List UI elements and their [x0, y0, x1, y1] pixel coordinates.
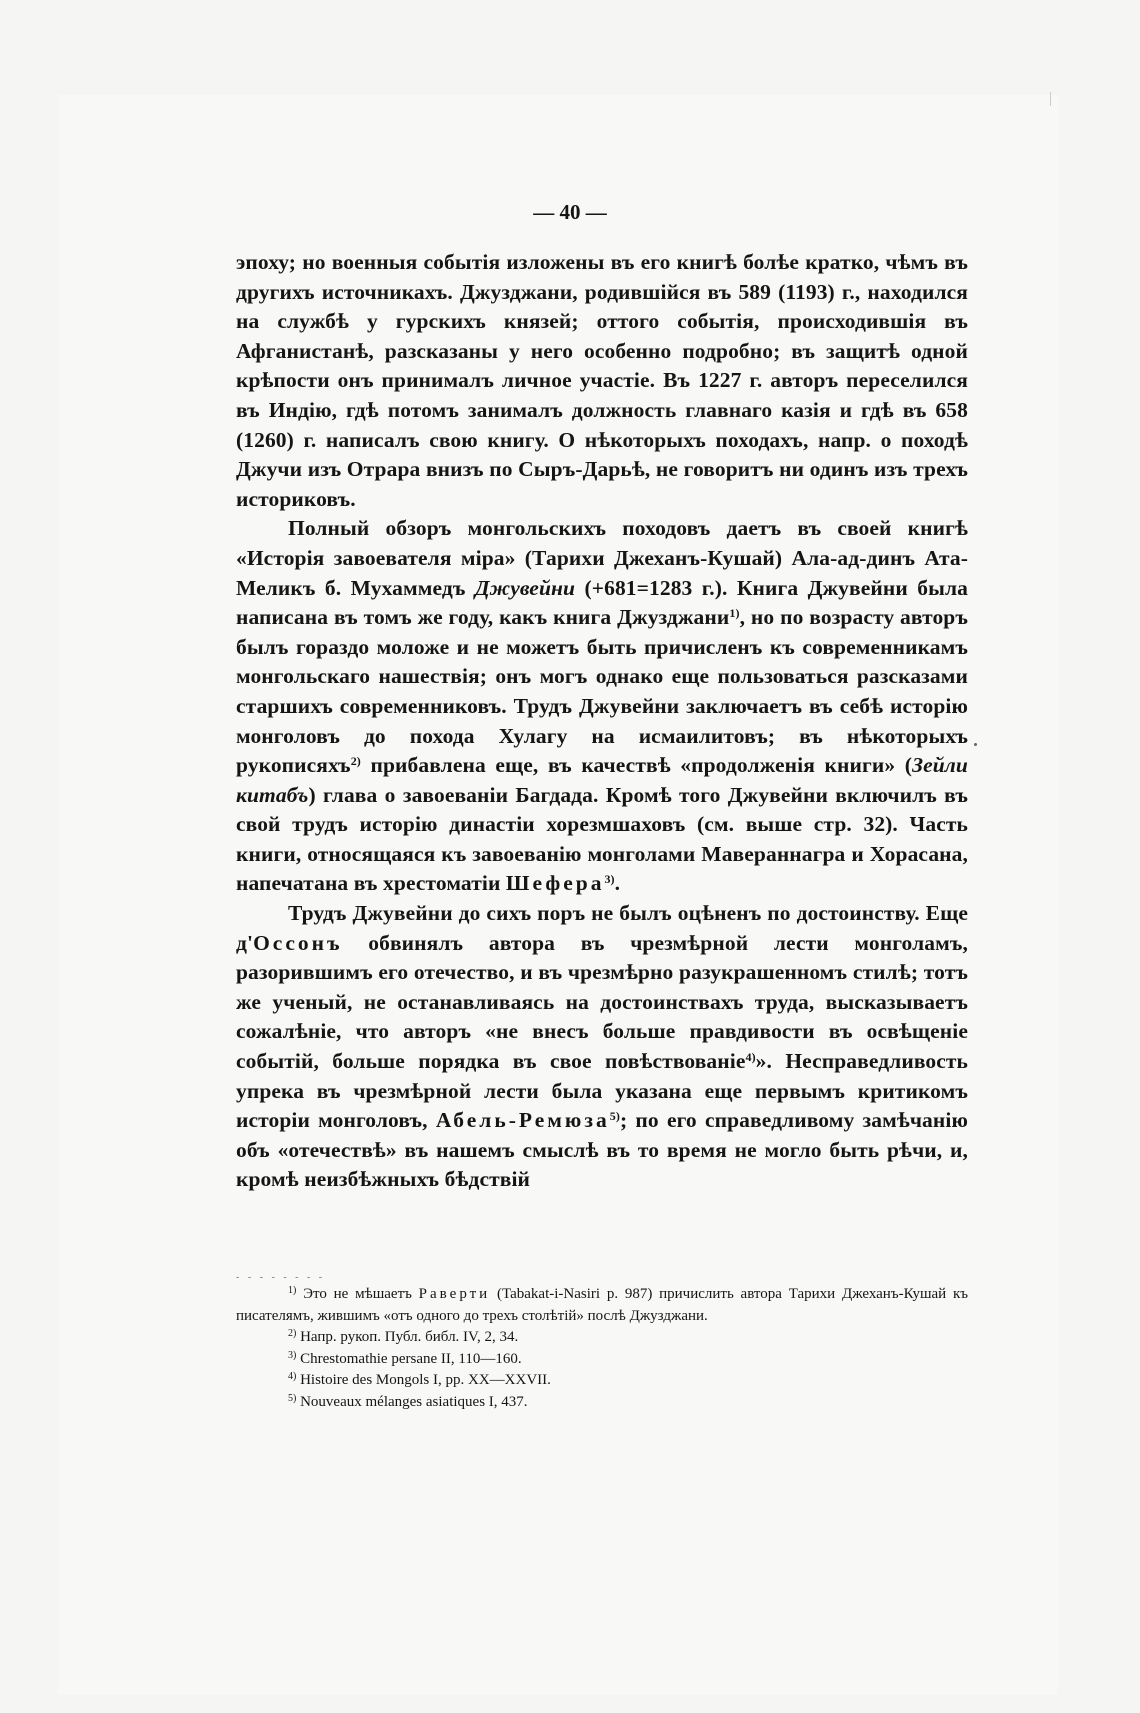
footnote-ref-1: 1) — [729, 606, 740, 621]
footnote-2-mark: 2) — [288, 1328, 297, 1339]
footnote-3-mark: 3) — [288, 1349, 297, 1361]
p3-text-2: обвинялъ автора въ чрезмѣрной лести монголамъ, разорившимъ его отечество, и въ чрезмѣрно разукрашенномъ стилѣ; тотъ же ученый, не останавливаясь на достоинствахъ труда, высказываетъ сожалѣніе, что авторъ «не внесъ больше правдивости въ освѣщеніе событій, больше порядка въ свое повѣствованіе — [236, 930, 968, 1074]
p2-text-1: Полный обзоръ монгольскихъ походовъ даетъ въ своей книгѣ «Исторія завоевателя міра» (Тарихи Джеханъ-Кушай) Ала-ад-динъ Ата-Меликъ б. Мухаммедъ — [236, 516, 968, 600]
p2-text-6: . — [614, 871, 621, 896]
footnote-4-mark: 4) — [288, 1371, 297, 1382]
paragraph-2 — [236, 514, 968, 899]
footnote-ref-3: 3) — [604, 872, 615, 887]
footnote-4 — [236, 1370, 968, 1392]
name-raverty: Раверти — [418, 1286, 491, 1302]
footnote-5 — [236, 1392, 968, 1414]
p2-text-4: прибавлена еще, въ качествѣ «продолженія книги» ( — [360, 753, 913, 778]
scan-edge-mark — [1050, 92, 1051, 106]
footnote-1-text-a: Это не мѣшаетъ — [296, 1286, 419, 1302]
name-schefer: Шефера — [505, 871, 605, 896]
footnote-1-mark: 1) — [288, 1285, 297, 1296]
footnote-5-text: Nouveaux mélanges asiatiques I, 437. — [296, 1393, 528, 1410]
footnotes — [236, 1284, 968, 1413]
paragraph-1: эпоху; но военныя событія изложены въ его книгѣ болѣе кратко, чѣмъ въ другихъ источникахъ. Джузджани, родившійся въ 589 (1193) г., находился на службѣ у гурскихъ князей; оттого событія, происходившія въ Афганистанѣ, разсказаны у него особенно подробно; въ защитѣ одной крѣпости онъ принималъ личное участіе. Въ 1227 г. авторъ переселился въ Индію, гдѣ потомъ занималъ должность главнаго казія и гдѣ въ 658 (1260) г. написалъ свою книгу. О нѣкоторыхъ походахъ, напр. о походѣ Джучи изъ Отрара внизъ по Сыръ-Дарьѣ, не говоритъ ни одинъ изъ трехъ историковъ. — [236, 250, 968, 511]
name-abel-remusat: Абель-Ремюза — [435, 1108, 610, 1133]
footnote-2 — [236, 1327, 968, 1349]
zeili-kitab-title: Зейли китабъ — [236, 753, 968, 807]
p2-text-5: ) глава о завоеваніи Багдада. Кромѣ того Джувейни включилъ въ свой трудъ исторію династіи хорезмшаховъ (см. выше стр. 32). Часть книги, относящаяся къ завоеванію монголами Мавераннагра и Хорасана, напечатана въ хрестоматіи — [236, 782, 968, 896]
footnote-2-text: Напр. рукоп. Публ. библ. IV, 2, 34. — [296, 1329, 519, 1345]
cut-off-line-fragment: - - - - - - - - — [236, 1272, 326, 1283]
footnote-4-text: Histoire des Mongols I, pp. XX—XXVII. — [296, 1372, 551, 1388]
p3-text-1: Трудъ Джувейни до сихъ поръ не былъ оцѣненъ по достоинству. Еще д' — [236, 901, 968, 955]
p2-text-3: , но по возрасту авторъ былъ гораздо моложе и не можетъ быть причисленъ къ современникамъ монгольскаго нашествія; онъ могъ однако еще пользоваться разсказами старшихъ современниковъ. Трудъ Джувейни заключаетъ въ себѣ исторію монголовъ до похода Хулагу на исмаилитовъ; въ нѣкоторыхъ рукописяхъ — [236, 605, 968, 778]
author-name-juvaini: Джувейни — [474, 575, 576, 600]
p3-text-4: ; по его справедливому замѣчанію объ «отечествѣ» въ нашемъ смыслѣ въ то время не могло быть рѣчи, и, кромѣ неизбѣжныхъ бѣдствій — [236, 1108, 969, 1192]
footnote-3-text: Chrestomathie persane II, 110—160. — [296, 1350, 522, 1367]
paragraph-3 — [236, 899, 968, 1195]
p2-text-2: (+681=1283 г.). Книга Джувейни была написана въ томъ же году, какъ книга Джузджани — [236, 575, 968, 630]
page-number-header: — 40 — — [533, 200, 607, 224]
footnote-ref-4: 4) — [745, 1050, 756, 1065]
footnote-5-mark: 5) — [288, 1392, 297, 1404]
scan-speck — [974, 743, 977, 746]
footnote-ref-2: 2) — [350, 754, 361, 769]
name-dohsson: Оссонъ — [253, 930, 343, 955]
main-text — [236, 248, 968, 1195]
p3-text-3: ». Несправедливость упрека въ чрезмѣрной лести была указана еще первымъ критикомъ исторіи монголовъ, — [236, 1049, 969, 1133]
footnote-1-text-b: (Tabakat-i-Nasiri p. 987) причислить автора Тарихи Джеханъ-Кушай къ писателямъ, жившимъ «отъ одного до трехъ столѣтій» послѣ Джузджани. — [236, 1286, 968, 1324]
footnote-ref-5: 5) — [609, 1109, 620, 1124]
footnote-3 — [236, 1349, 968, 1371]
footnote-1 — [236, 1284, 968, 1327]
